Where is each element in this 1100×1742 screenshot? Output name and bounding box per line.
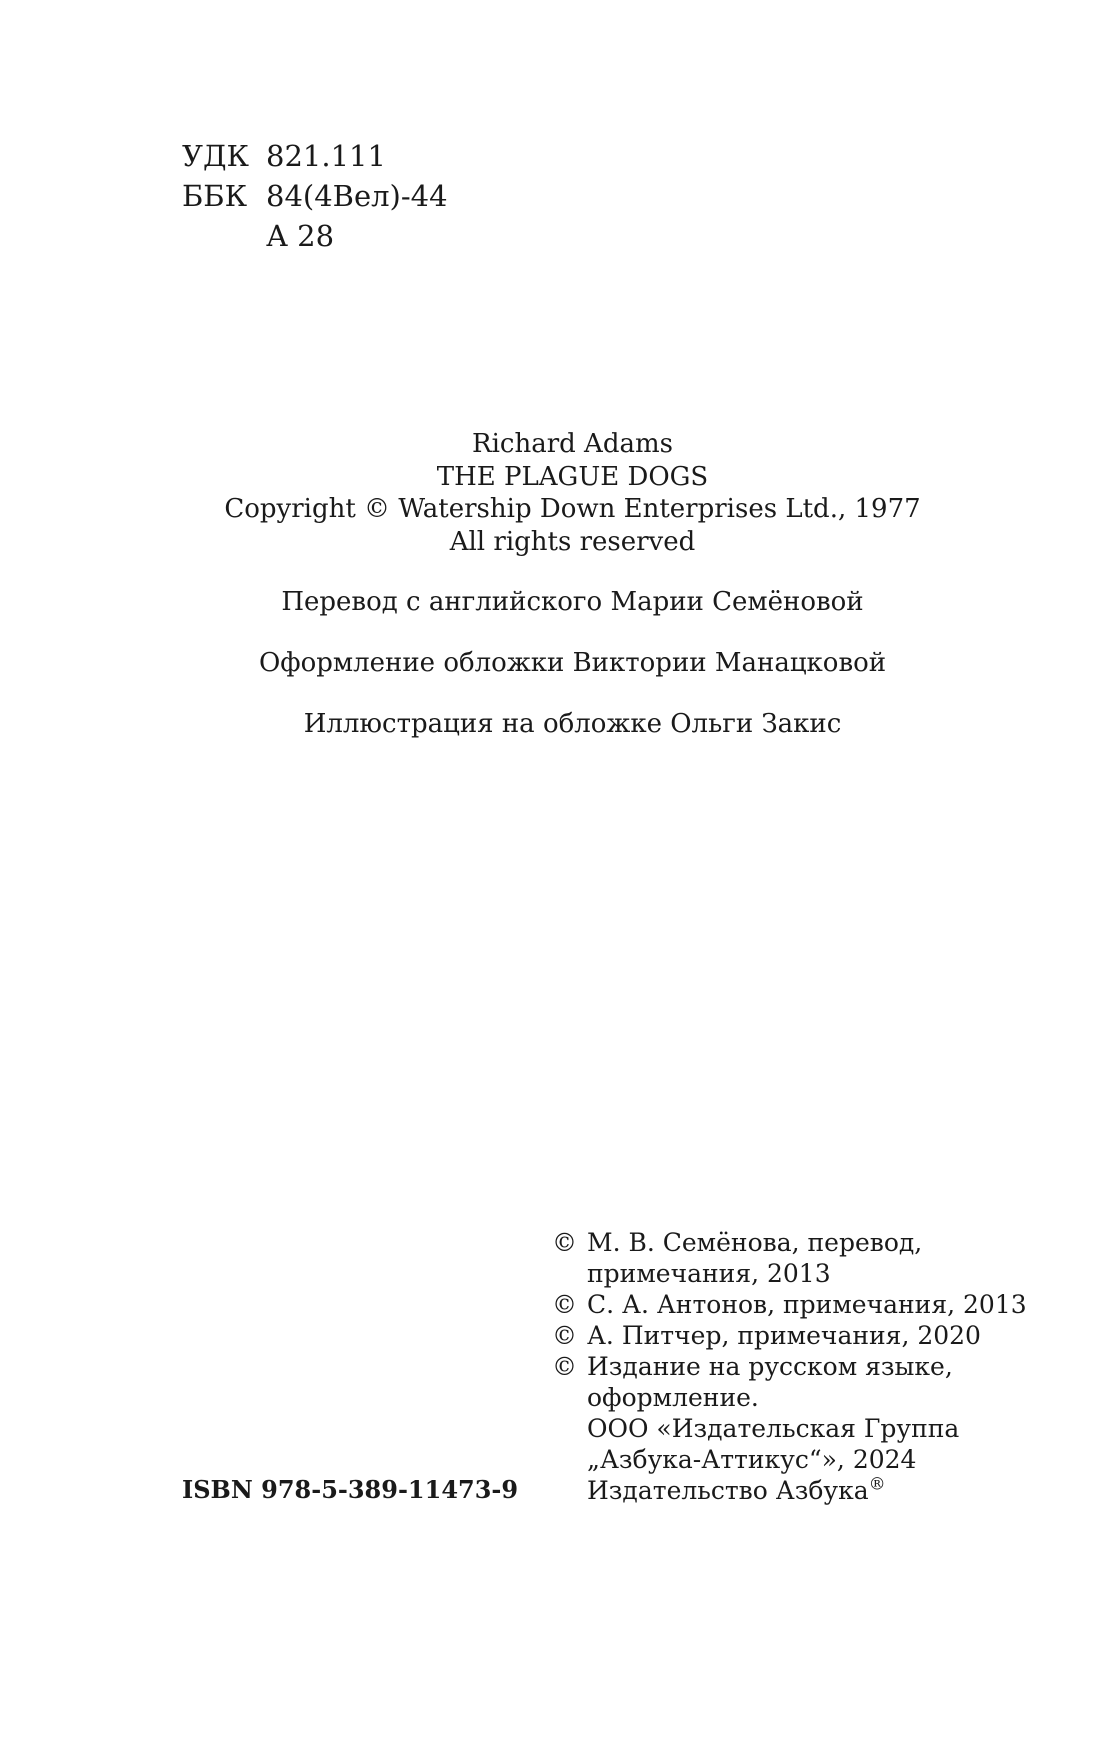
- copyright-notices: [552, 1227, 1027, 1506]
- publisher-name: Издательство Азбука: [587, 1476, 869, 1505]
- copyright-sign: ©: [552, 1290, 577, 1319]
- bbk-value: 84(4Вел)-44: [266, 179, 448, 213]
- translation-credit: Перевод с английского Марии Семёновой: [281, 587, 864, 617]
- bbk-row: [182, 176, 448, 216]
- classification-codes: [182, 136, 448, 256]
- author-mark-row: [182, 216, 448, 256]
- notice-line: С. А. Антонов, примечания, 2013: [587, 1290, 1027, 1319]
- publisher-line: [587, 1475, 959, 1506]
- bbk-label: ББК: [182, 179, 248, 213]
- registered-mark: ®: [868, 1474, 886, 1495]
- notice-line: Издание на русском языке,: [587, 1352, 953, 1381]
- notice-line: ООО «Издательская Группа: [587, 1414, 960, 1443]
- notice-line: оформление.: [587, 1383, 759, 1412]
- notice-line: А. Питчер, примечания, 2020: [587, 1321, 981, 1350]
- copyright-sign: ©: [552, 1352, 577, 1381]
- original-rights: All rights reserved: [449, 526, 696, 557]
- notice-translation: [552, 1227, 1027, 1289]
- cover-design-credit: Оформление обложки Виктории Манацковой: [258, 648, 887, 678]
- udk-value: 821.111: [266, 139, 386, 173]
- isbn: ISBN 978-5-389-11473-9: [182, 1475, 519, 1504]
- udk-label: УДК: [182, 139, 249, 173]
- udk-row: [182, 136, 448, 176]
- original-copyright: Copyright © Watership Down Enterprises Ltd., 1977: [224, 494, 921, 524]
- notice-edition: [552, 1351, 1027, 1506]
- copyright-sign: ©: [552, 1228, 577, 1257]
- notice-line: М. В. Семёнова, перевод,: [587, 1228, 923, 1257]
- original-edition-info: [0, 428, 1100, 558]
- original-title: THE PLAGUE DOGS: [436, 461, 709, 492]
- notice-line: „Азбука-Аттикус“», 2024: [587, 1445, 917, 1474]
- notice-pitcher: [552, 1320, 1027, 1351]
- notice-antonov: [552, 1289, 1027, 1320]
- copyright-sign: ©: [552, 1321, 577, 1350]
- cover-illustration-credit: Иллюстрация на обложке Ольги Закис: [303, 709, 842, 739]
- notice-line: примечания, 2013: [587, 1259, 831, 1288]
- author-mark: А 28: [266, 219, 335, 253]
- original-author: Richard Adams: [472, 429, 673, 459]
